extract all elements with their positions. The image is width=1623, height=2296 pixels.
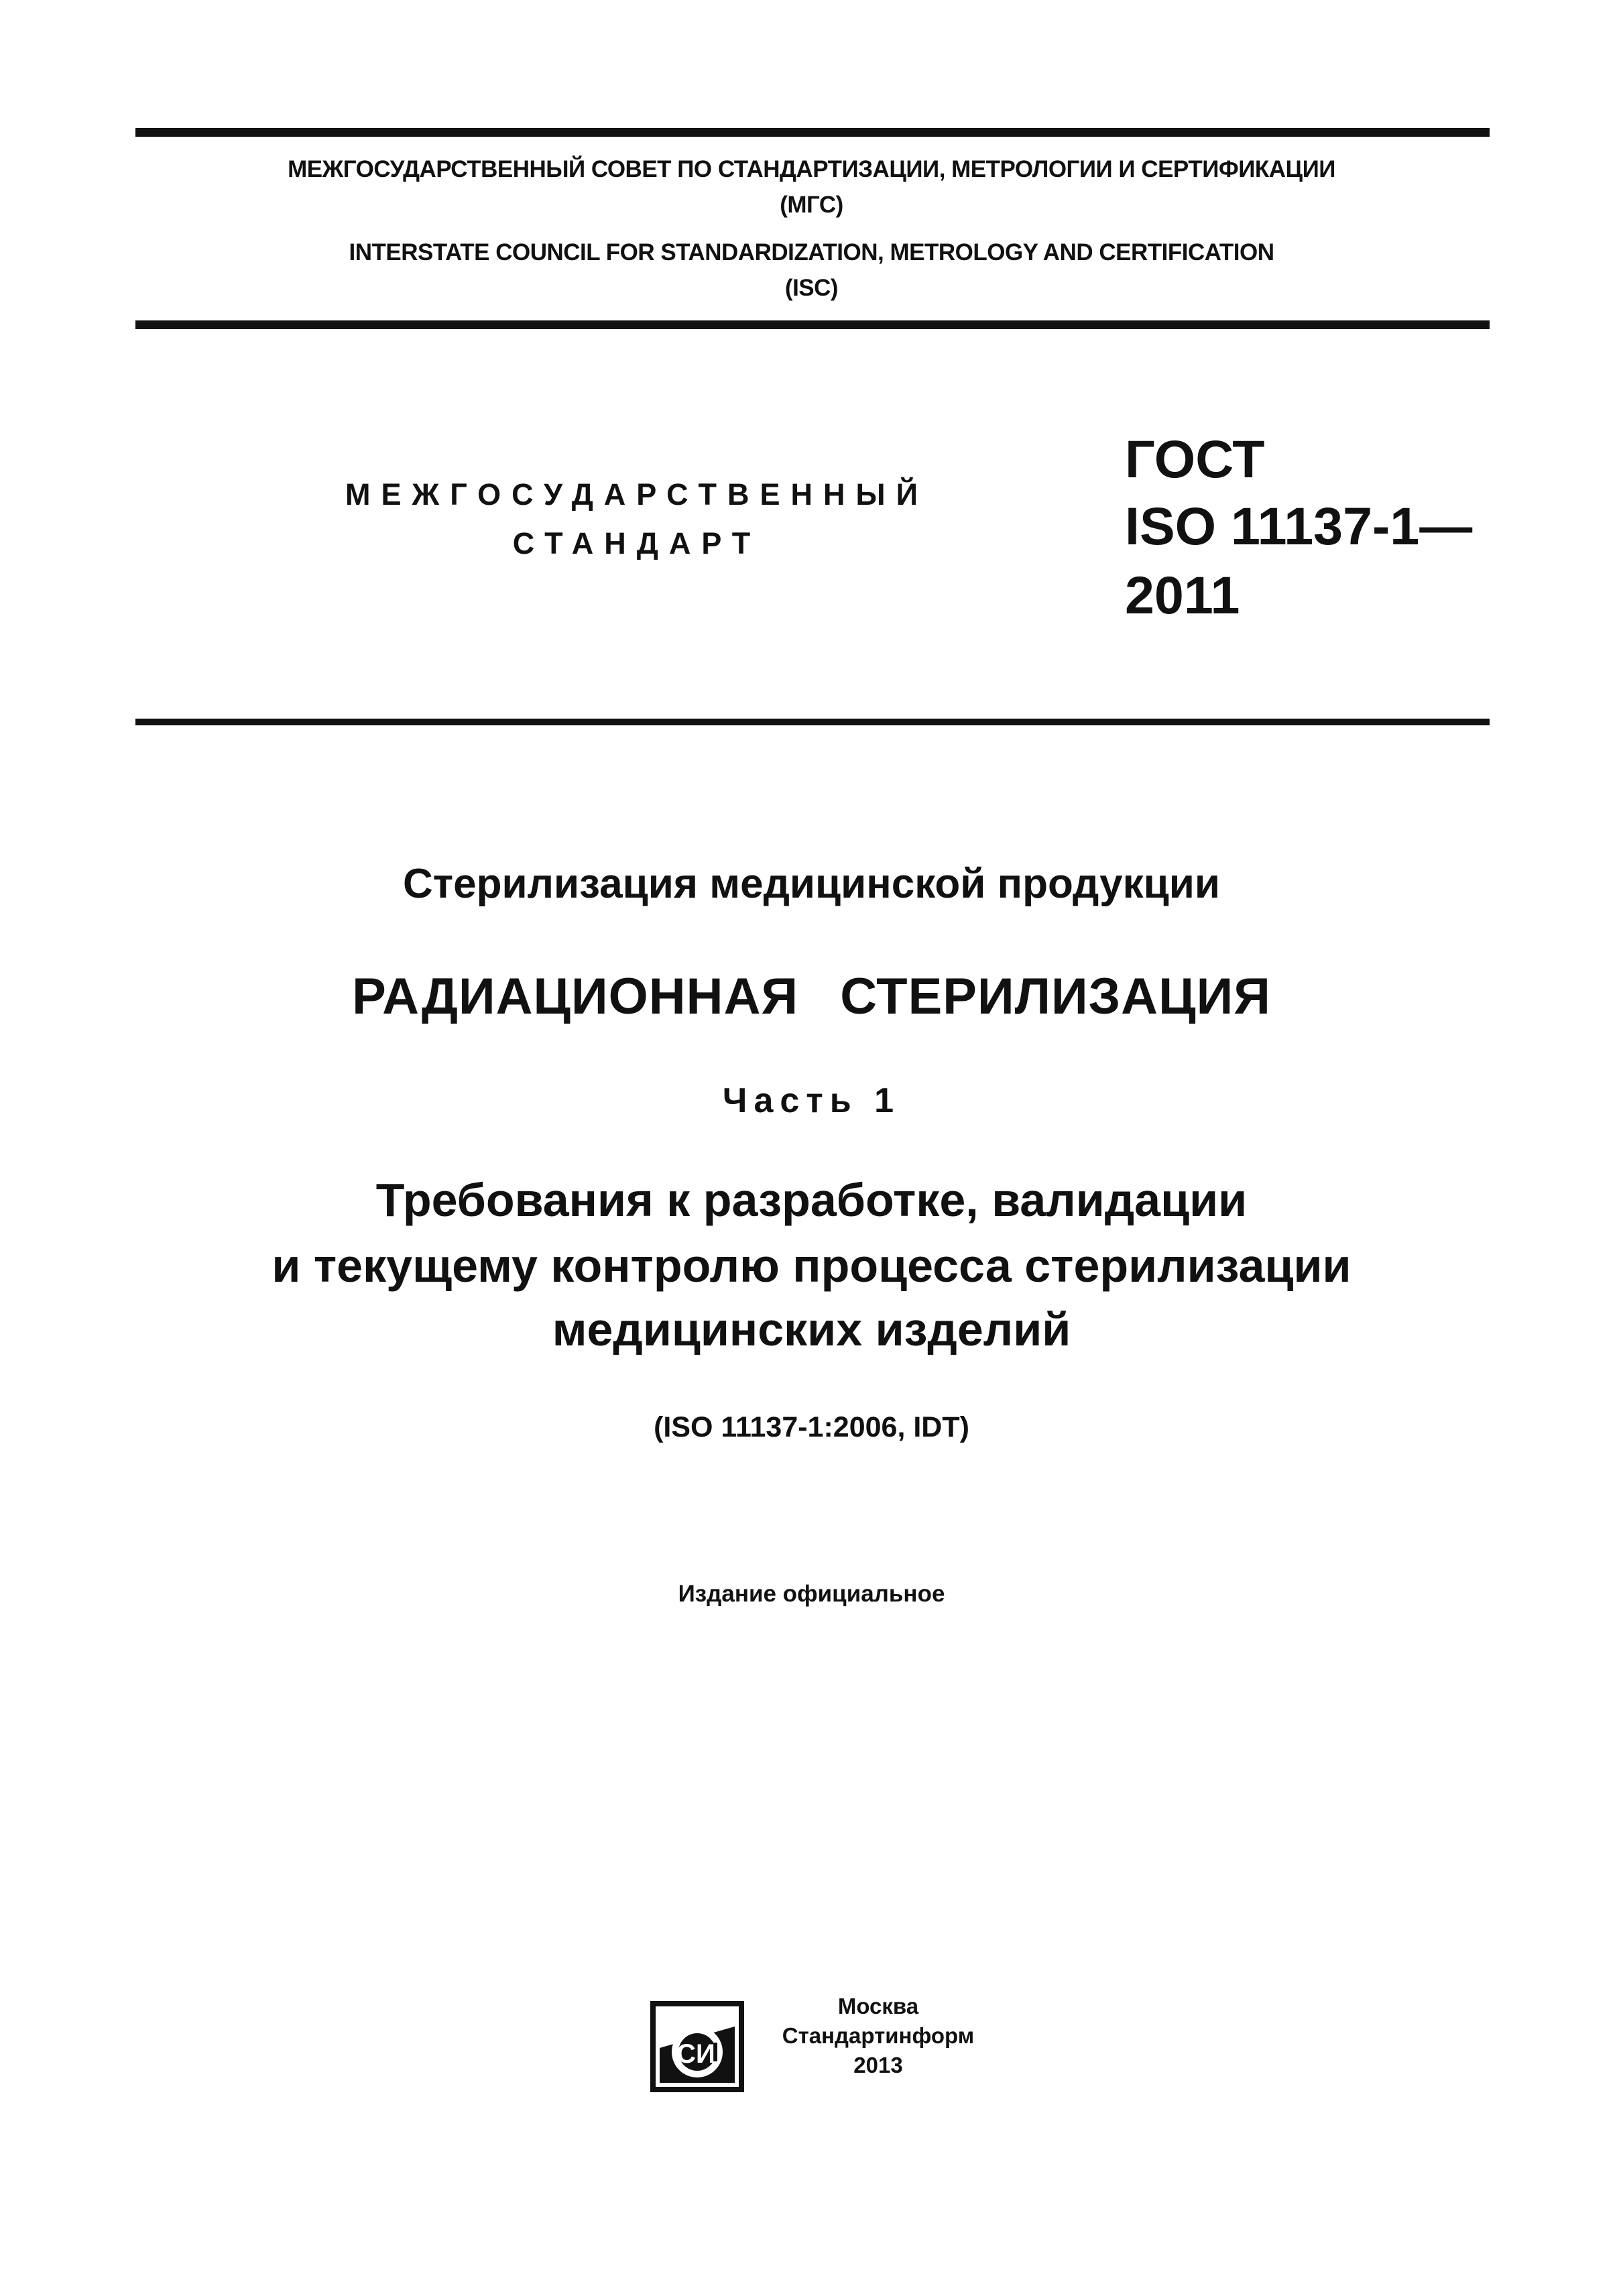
standard-designation-line3: 2011 <box>1125 565 1240 625</box>
document-title: Стерилизация медицинской продукции <box>403 861 1220 907</box>
header-bottom-rule <box>135 320 1490 329</box>
publisher-name: Стандартинформ <box>782 2023 975 2048</box>
iso-reference: (ISO 11137-1:2006, IDT) <box>654 1411 969 1443</box>
council-name-en: INTERSTATE COUNCIL FOR STANDARDIZATION, METROLOGY AND CERTIFICATION <box>349 239 1274 265</box>
document-subtitle-line3: медицинских изделий <box>552 1303 1071 1355</box>
standartinform-logo-icon <box>649 2000 745 2094</box>
part-number: Часть 1 <box>722 1081 901 1120</box>
standard-designation-line2: ISO 11137-1— <box>1125 496 1473 556</box>
council-name-ru: МЕЖГОСУДАРСТВЕННЫЙ СОВЕТ ПО СТАНДАРТИЗАЦИИ, МЕТРОЛОГИИ И СЕРТИФИКАЦИИ <box>288 156 1335 182</box>
edition-note: Издание официальное <box>678 1581 945 1607</box>
document-subtitle-line1: Требования к разработке, валидации <box>375 1174 1248 1226</box>
council-abbr-en: (ISC) <box>784 275 839 301</box>
svg-text:СИ: СИ <box>676 2039 715 2069</box>
document-main-title: РАДИАЦИОННАЯ СТЕРИЛИЗАЦИЯ <box>352 968 1271 1025</box>
top-rule <box>135 128 1490 137</box>
council-abbr-ru: (МГС) <box>780 192 843 218</box>
standard-type-line2: СТАНДАРТ <box>512 526 762 560</box>
publisher-city: Москва <box>837 1994 919 2018</box>
document-subtitle-line2: и текущему контролю процесса стерилизации <box>272 1240 1351 1292</box>
standard-type-line1: МЕЖГОСУДАРСТВЕННЫЙ <box>345 477 928 511</box>
standard-designation-line1: ГОСТ <box>1125 429 1265 489</box>
publication-year: 2013 <box>853 2053 903 2077</box>
designation-rule <box>135 719 1490 725</box>
